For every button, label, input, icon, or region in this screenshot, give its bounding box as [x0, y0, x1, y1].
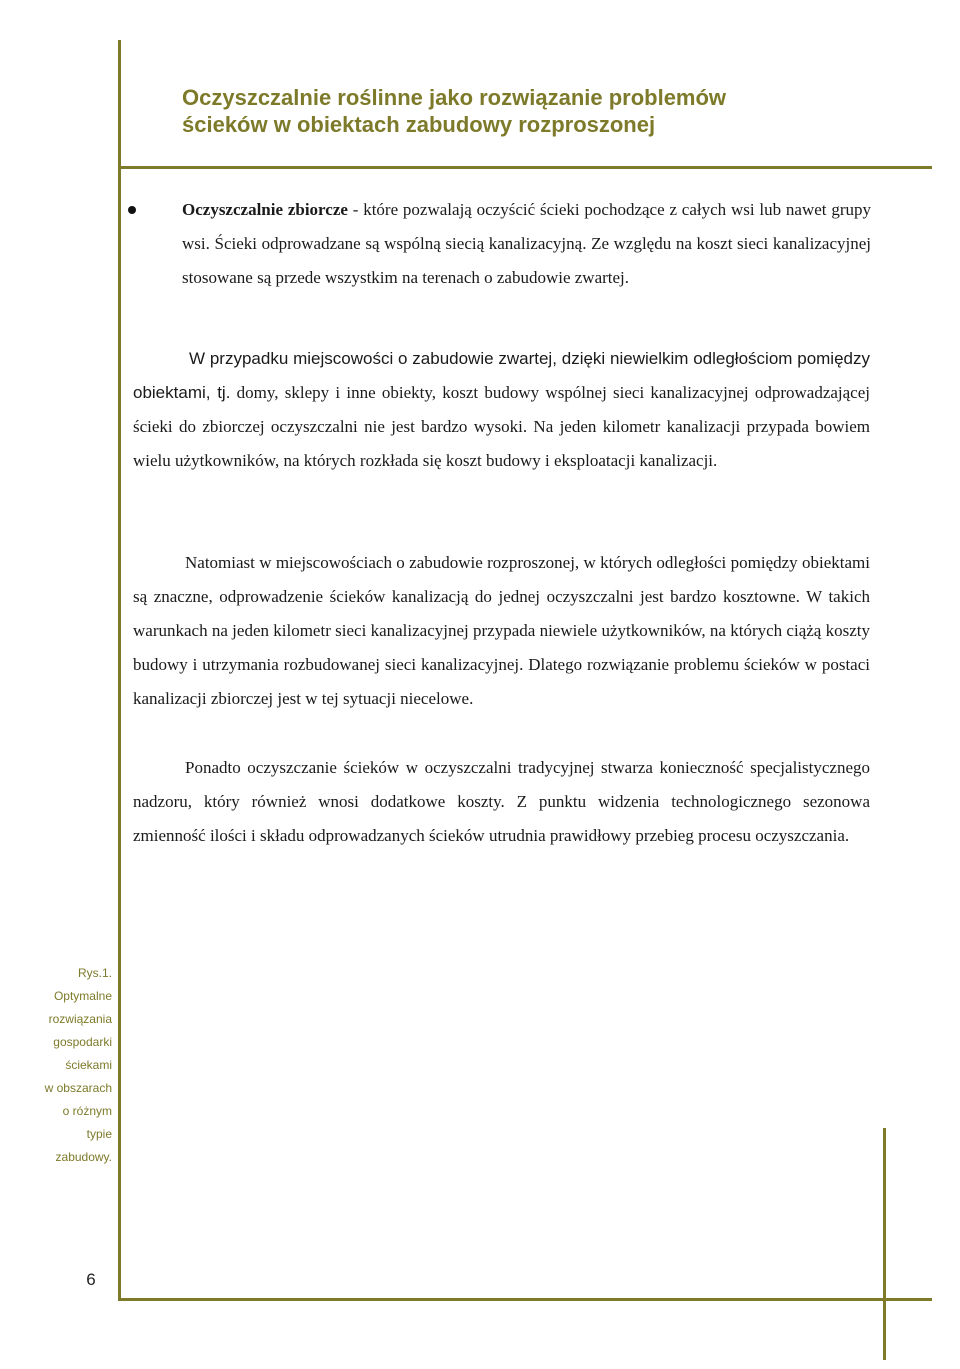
caption-line: rozwiązania: [48, 1012, 112, 1026]
caption-line: ściekami: [65, 1058, 112, 1072]
paragraph-2-text: Natomiast w miejscowościach o zabudowie rozproszonej, w których odległości pomiędzy obiektami są znaczne, odprowadzenie ścieków kanalizacją do jednej oczyszczalni jest bardzo kosztowne. W takich warunkach na jeden kilometr sieci kanalizacyjnej przypada niewiele użytkowników, na których ciążą koszty budowy i utrzymania rozbudowanej sieci kanalizacyjnej. Dlatego rozwiązanie problemu ścieków w postaci kanalizacji zbiorczej jest w tej sytuacji niecelowe.: [133, 553, 870, 708]
caption-line: Optymalne: [53, 989, 112, 1003]
caption-line: typie: [86, 1127, 112, 1141]
paragraph-3: [133, 751, 870, 853]
top-horizontal-rule: [118, 166, 932, 169]
page-number: 6: [86, 1270, 96, 1289]
bullet-bold-term: Oczyszczalnie zbiorcze: [182, 200, 348, 219]
caption-line: gospodarki: [53, 1035, 112, 1049]
paragraph-3-text: Ponadto oczyszczanie ścieków w oczyszczalni tradycyjnej stwarza konieczność specjalistycznego nadzoru, który również wnosi dodatkowe koszty. Z punktu widzenia technologicznego sezonowa zmienność ilości i składu odprowadzanych ścieków utrudnia prawidłowy przebieg procesu oczyszczania.: [133, 758, 870, 845]
caption-line: w obszarach: [44, 1081, 112, 1095]
paragraph-2: [133, 546, 870, 716]
bullet-point-icon: [128, 206, 136, 214]
left-vertical-rule: [118, 40, 121, 1300]
paragraph-1: [133, 342, 870, 478]
bullet-text: - które pozwalają oczyścić ścieki pochodzące z całych wsi lub nawet grupy wsi. Ścieki odprowadzane są wspólną siecią kanalizacyjną. Ze względu na koszt sieci kanalizacyjnej stosowane są przede wszystkim na terenach o zabudowie zwartej.: [182, 200, 871, 287]
caption-line: Rys.1.: [77, 966, 112, 980]
bottom-horizontal-rule: [118, 1298, 932, 1301]
figure-caption: [20, 962, 112, 1169]
paragraph-1-part-b: domy, sklepy i inne obiekty, koszt budowy wspólnej sieci kanalizacyjnej odprowadzającej ścieki do zbiorczej oczyszczalni nie jest bardzo wysoki. Na jeden kilometr kanalizacji przypada bowiem wielu użytkowników, na których rozkłada się koszt budowy i eksploatacji kanalizacji.: [133, 383, 870, 470]
bullet-paragraph: [182, 193, 871, 295]
title-line-2: ścieków w obiektach zabudowy rozproszonej: [182, 112, 656, 137]
caption-line: o różnym: [62, 1104, 112, 1118]
paragraph-1-part-a: W przypadku miejscowości o zabudowie zwartej, dzięki niewielkim odległościom pomiędzy obiektami, tj.: [133, 349, 870, 402]
caption-line: zabudowy.: [55, 1150, 112, 1164]
title-line-1: Oczyszczalnie roślinne jako rozwiązanie problemów: [182, 85, 727, 110]
right-vertical-rule: [883, 1128, 886, 1360]
page-title: [182, 84, 902, 138]
